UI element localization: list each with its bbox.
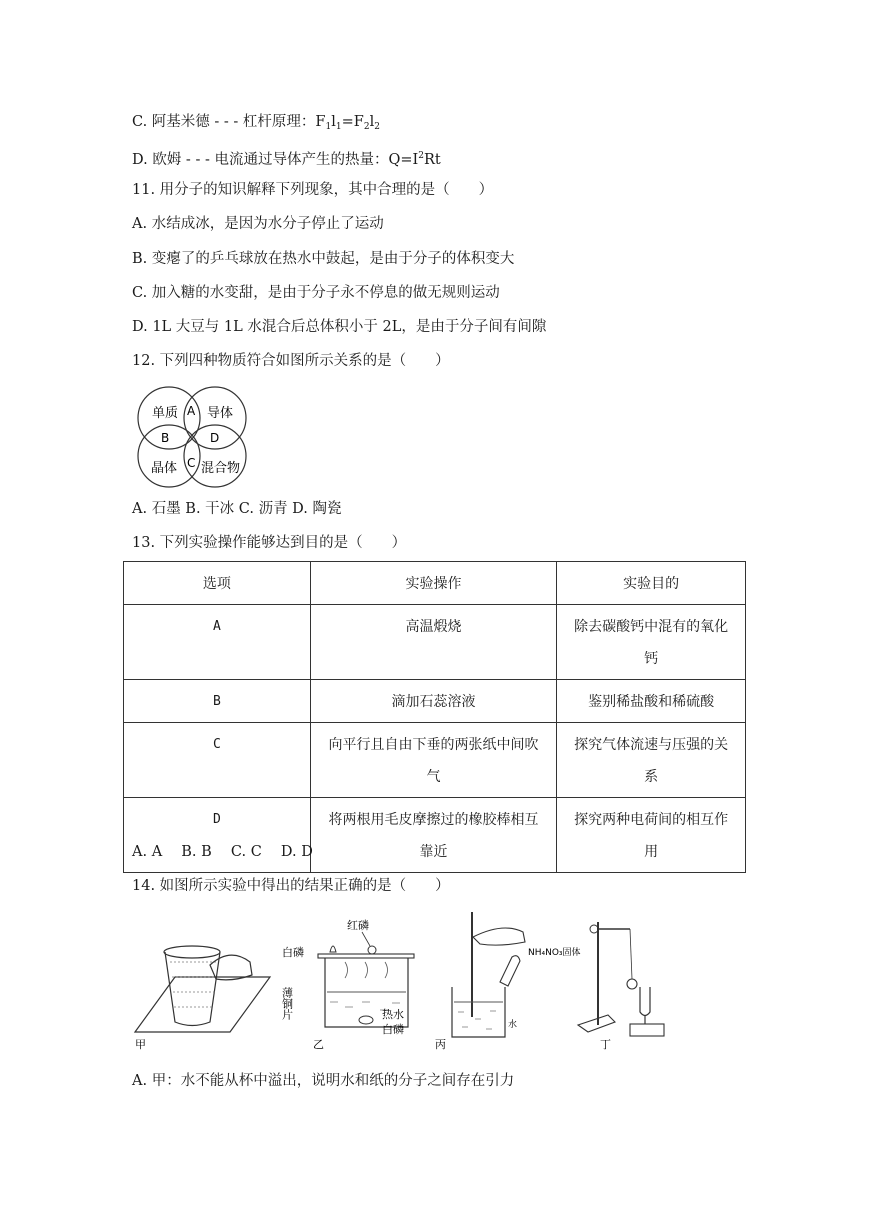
hand-holding-thermometer <box>473 928 525 945</box>
cell-text: 向平行且自由下垂的两张纸中间吹 <box>328 737 539 753</box>
red-phosphorus-lump <box>368 946 376 954</box>
cell-operation: 高温煅烧 <box>310 605 557 680</box>
question-12: 12. 下列四种物质符合如图所示关系的是（ ） <box>132 353 450 369</box>
figure-bing <box>435 912 581 1051</box>
label-mixture: 混合物 <box>201 461 241 476</box>
question-14: 14. 如图所示实验中得出的结果正确的是（ ） <box>132 878 450 894</box>
question-13: 13. 下列实验操作能够达到目的是（ ） <box>132 535 407 551</box>
copper-sheet <box>318 954 414 958</box>
cell-text: 用 <box>644 844 659 860</box>
cell-operation <box>310 723 557 798</box>
label-a: A <box>187 404 196 418</box>
label-d: D <box>210 431 220 445</box>
cell-text: 探究气体流速与压强的关 <box>574 737 729 753</box>
option-text: l <box>331 114 336 130</box>
label-jia: 甲 <box>135 1038 146 1051</box>
experiment-table <box>123 561 746 873</box>
option-text: D. 欧姆 - - - 电流通过导体产生的热量：Q=I <box>132 152 419 168</box>
table-header-row <box>124 562 746 605</box>
label-white-phosphorus-top: 白磷 <box>282 946 304 959</box>
cell-text: 系 <box>644 769 659 785</box>
experiment-figures <box>130 907 675 1055</box>
cell-option: A <box>124 605 311 680</box>
figure-yi <box>281 918 415 1051</box>
label-red-phosphorus: 红磷 <box>347 919 369 932</box>
superscript: 2 <box>418 151 424 161</box>
label-ding: 丁 <box>600 1038 611 1051</box>
label-crystal: 晶体 <box>151 461 178 476</box>
label-nh4no3: NH₄NO₃固体 <box>528 948 581 958</box>
cup-rim <box>164 946 220 958</box>
option-c-archimedes <box>132 112 380 137</box>
steam <box>345 962 388 978</box>
q11-option-b: B. 变瘪了的乒乓球放在热水中鼓起，是由于分子的体积变大 <box>132 251 515 267</box>
q11-option-d: D. 1L 大豆与 1L 水混合后总体积小于 2L，是由于分子间有间隙 <box>132 319 547 335</box>
cell-option: B <box>124 680 311 723</box>
option-d-ohm <box>132 146 441 170</box>
q14-option-a: A. 甲：水不能从杯中溢出，说明水和纸的分子之间存在引力 <box>132 1073 515 1089</box>
cell-purpose: 鉴别稀盐酸和稀硫酸 <box>557 680 746 723</box>
q11-option-a: A. 水结成冰，是因为水分子停止了运动 <box>132 216 384 232</box>
resonance-box <box>630 1024 664 1036</box>
figure-jia <box>135 946 270 1051</box>
label-c: C <box>187 456 196 470</box>
table-row <box>124 723 746 798</box>
cell-text: 将两根用毛皮摩擦过的橡胶棒相互 <box>328 812 539 828</box>
header-option: 选项 <box>124 562 311 605</box>
option-text: =F <box>341 114 364 130</box>
label-bing: 丙 <box>435 1038 446 1051</box>
label-thin-copper: 薄铜片 <box>280 987 294 1020</box>
label-b: B <box>161 431 170 445</box>
question-11: 11. 用分子的知识解释下列现象，其中合理的是（ ） <box>132 182 494 198</box>
cell-operation <box>310 798 557 873</box>
water-lines <box>170 962 218 1007</box>
cell-text: 靠近 <box>419 844 448 860</box>
cell-operation: 滴加石蕊溶液 <box>310 680 557 723</box>
cell-option: D <box>124 798 311 873</box>
cell-text: 气 <box>426 769 441 785</box>
pendulum-string <box>630 929 632 979</box>
cell-purpose <box>557 723 746 798</box>
q11-option-c: C. 加入糖的水变甜，是由于分子永不停息的做无规则运动 <box>132 285 500 301</box>
header-operation: 实验操作 <box>310 562 557 605</box>
cell-option: C <box>124 723 311 798</box>
subscript: 2 <box>374 122 380 132</box>
clamp <box>590 925 598 933</box>
tuning-fork <box>640 987 650 1016</box>
cell-text: 钙 <box>644 651 659 667</box>
label-conductor: 导体 <box>207 406 234 421</box>
option-text: Rt <box>423 152 441 168</box>
label-yi: 乙 <box>313 1038 324 1051</box>
pointer-line <box>362 932 370 946</box>
stand-base <box>578 1015 615 1032</box>
cell-text: 探究两种电荷间的相互作 <box>574 812 729 828</box>
white-phosphorus-flame <box>330 946 336 952</box>
spoon-with-solid <box>500 956 520 986</box>
cell-text: 除去碳酸钙中混有的氧化 <box>574 619 729 635</box>
subscript: 1 <box>325 122 332 132</box>
option-text: l <box>369 114 375 130</box>
label-single-element: 单质 <box>152 406 179 421</box>
table-row <box>124 680 746 723</box>
white-phosphorus-lump <box>359 1016 373 1024</box>
q13-options: A. A B. B C. C D. D <box>132 844 313 860</box>
label-water: 水 <box>508 1020 518 1030</box>
venn-diagram <box>135 382 253 492</box>
cell-purpose <box>557 605 746 680</box>
subscript: 2 <box>363 122 370 132</box>
cell-purpose <box>557 798 746 873</box>
option-text: C. 阿基米德 - - - 杠杆原理：F <box>132 114 326 130</box>
table-row <box>124 605 746 680</box>
pendulum-ball <box>627 979 637 989</box>
header-purpose: 实验目的 <box>557 562 746 605</box>
subscript: 1 <box>335 122 342 132</box>
figure-ding <box>578 922 664 1051</box>
label-white-phosphorus-bottom: 白磷 <box>382 1023 404 1036</box>
solution-marks <box>458 1011 496 1029</box>
label-hot-water: 热水 <box>382 1008 404 1021</box>
q12-options: A. 石墨 B. 干冰 C. 沥青 D. 陶瓷 <box>132 501 342 517</box>
